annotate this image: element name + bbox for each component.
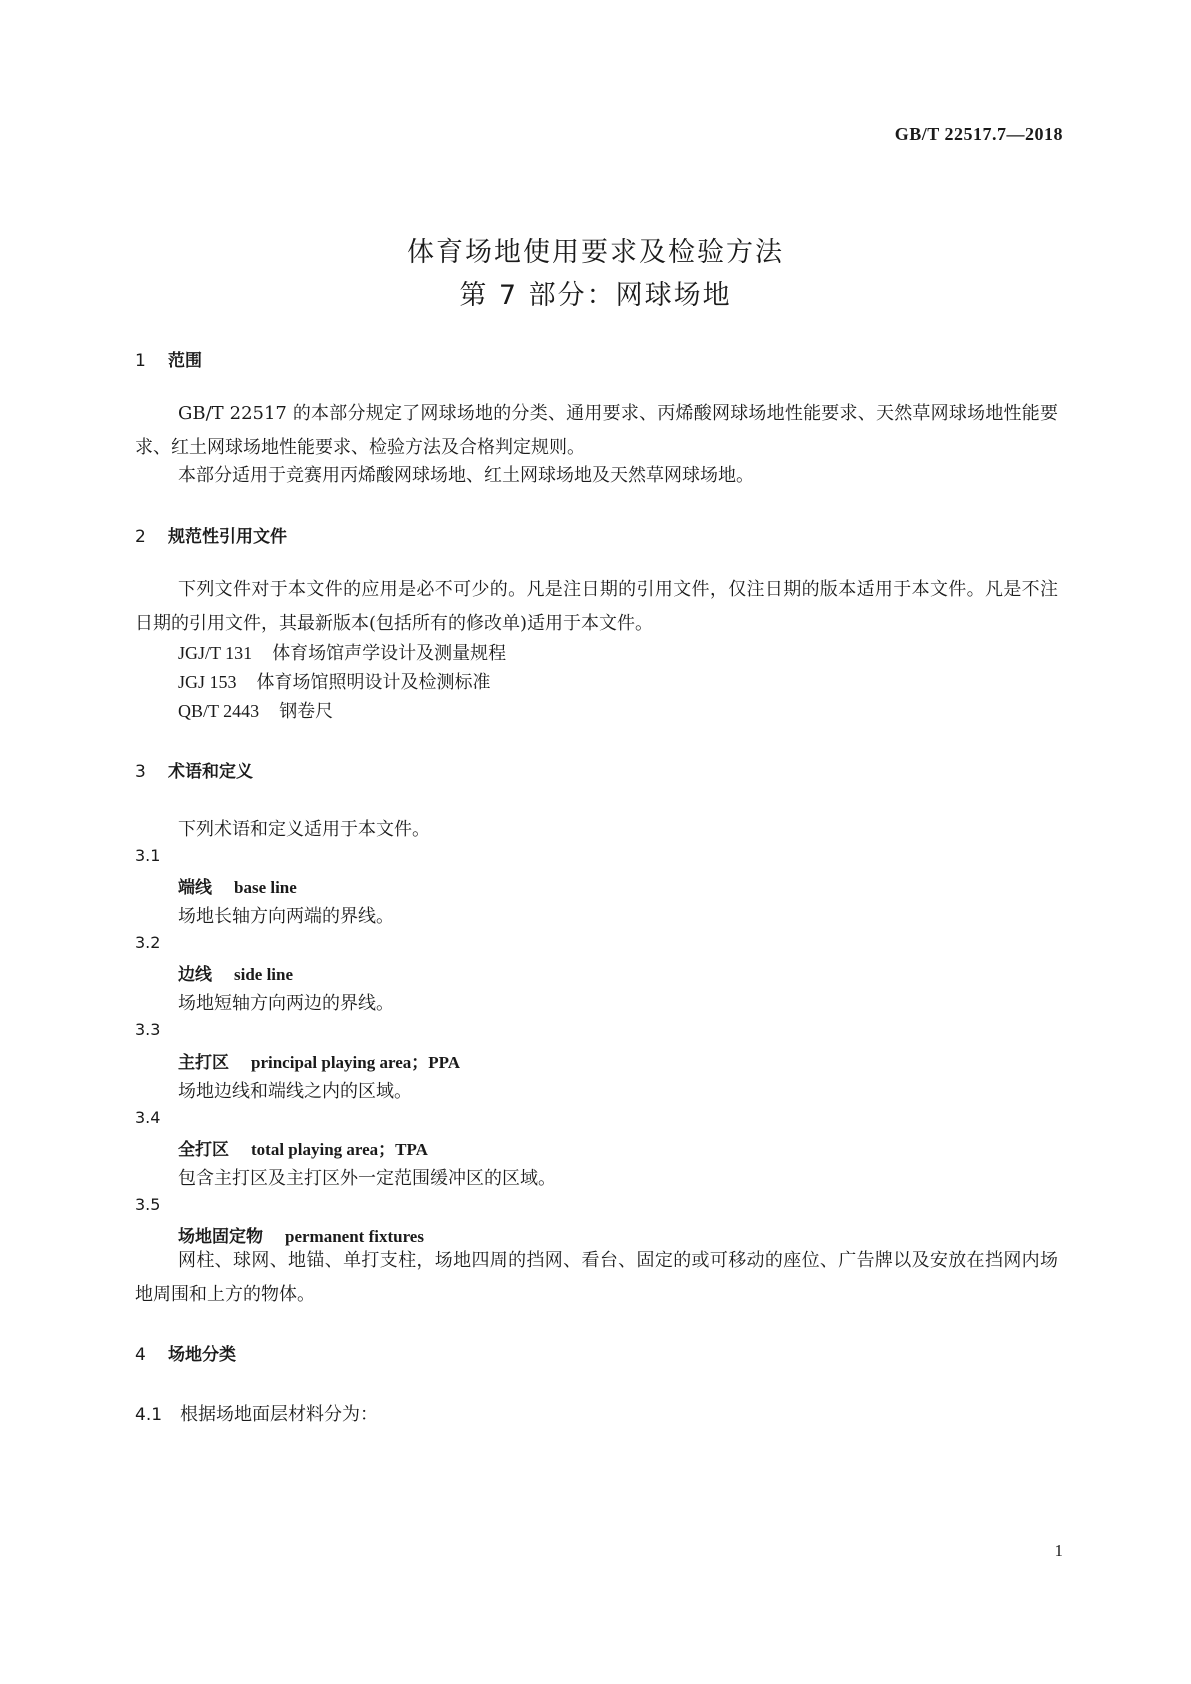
section-1-heading: [135, 346, 202, 371]
reference-code: QB/T 2443: [178, 701, 260, 721]
clause-text: 根据场地面层材料分为：: [180, 1404, 378, 1425]
reference-title: 钢卷尺: [279, 701, 334, 722]
term-heading: [178, 1048, 460, 1073]
term-english: permanent fixtures: [285, 1227, 424, 1246]
page-number: 1: [1054, 1541, 1063, 1560]
reference-item: [178, 697, 333, 723]
section-4-heading: [135, 1340, 236, 1365]
reference-item: [178, 668, 491, 694]
term-number: 3.2: [135, 933, 161, 952]
document-subtitle: 第 7 部分：网球场地: [459, 280, 732, 311]
scope-applicability-paragraph: 本部分适用于竞赛用丙烯酸网球场地、红土网球场地及天然草网球场地。: [178, 465, 754, 486]
term-english: total playing area；TPA: [251, 1140, 428, 1159]
document-code-header: GB/T 22517.7—2018: [894, 124, 1063, 144]
term-english: principal playing area；PPA: [251, 1053, 461, 1072]
section-title: 场地分类: [168, 1345, 236, 1365]
term-definition: 场地长轴方向两端的界线。: [178, 906, 394, 927]
section-number: 2: [135, 527, 146, 547]
section-number: 1: [135, 351, 146, 371]
terms-intro: 下列术语和定义适用于本文件。: [178, 819, 430, 840]
section-title: 范围: [168, 351, 202, 371]
term-heading: [178, 960, 293, 985]
term-number: 3.3: [135, 1020, 161, 1039]
reference-item: [178, 639, 506, 665]
term-english: base line: [234, 878, 297, 897]
term-english: side line: [234, 965, 294, 984]
clause-4-1: [135, 1400, 378, 1426]
scope-paragraph: GB/T 22517 的本部分规定了网球场地的分类、通用要求、丙烯酸网球场地性能要求、天然草网球场地性能要求、红土网球场地性能要求、检验方法及合格判定规则。: [135, 403, 1058, 458]
reference-title: 体育场馆声学设计及测量规程: [272, 643, 507, 664]
term-chinese: 边线: [178, 965, 212, 985]
section-number: 3: [135, 762, 146, 782]
reference-code: JGJ 153: [178, 672, 237, 692]
section-2-heading: [135, 522, 287, 547]
term-heading: [178, 1135, 428, 1160]
section-number: 4: [135, 1345, 146, 1365]
reference-title: 体育场馆照明设计及检测标准: [256, 672, 491, 693]
section-3-heading: [135, 757, 253, 782]
section-title: 术语和定义: [168, 762, 253, 782]
term-definition: 场地短轴方向两边的界线。: [178, 993, 394, 1014]
term-number: 3.5: [135, 1195, 161, 1214]
term-definition: 包含主打区及主打区外一定范围缓冲区的区域。: [178, 1168, 556, 1189]
term-definition: 场地边线和端线之内的区域。: [178, 1081, 412, 1102]
term-number: 3.4: [135, 1108, 161, 1127]
reference-code: JGJ/T 131: [178, 643, 253, 663]
term-definition: 网柱、球网、地锚、单打支柱，场地四周的挡网、看台、固定的或可移动的座位、广告牌以及安放在挡网内场地周围和上方的物体。: [135, 1250, 1058, 1305]
term-chinese: 主打区: [178, 1053, 229, 1073]
clause-number: 4.1: [135, 1405, 163, 1425]
normative-references-paragraph: 下列文件对于本文件的应用是必不可少的。凡是注日期的引用文件，仅注日期的版本适用于本文件。凡是不注日期的引用文件，其最新版本(包括所有的修改单)适用于本文件。: [135, 579, 1058, 634]
term-chinese: 全打区: [178, 1140, 229, 1160]
document-title: 体育场地使用要求及检验方法: [407, 237, 784, 268]
term-heading: [178, 873, 297, 898]
term-chinese: 场地固定物: [178, 1227, 263, 1247]
term-number: 3.1: [135, 846, 161, 865]
term-chinese: 端线: [178, 878, 212, 898]
section-title: 规范性引用文件: [168, 527, 287, 547]
